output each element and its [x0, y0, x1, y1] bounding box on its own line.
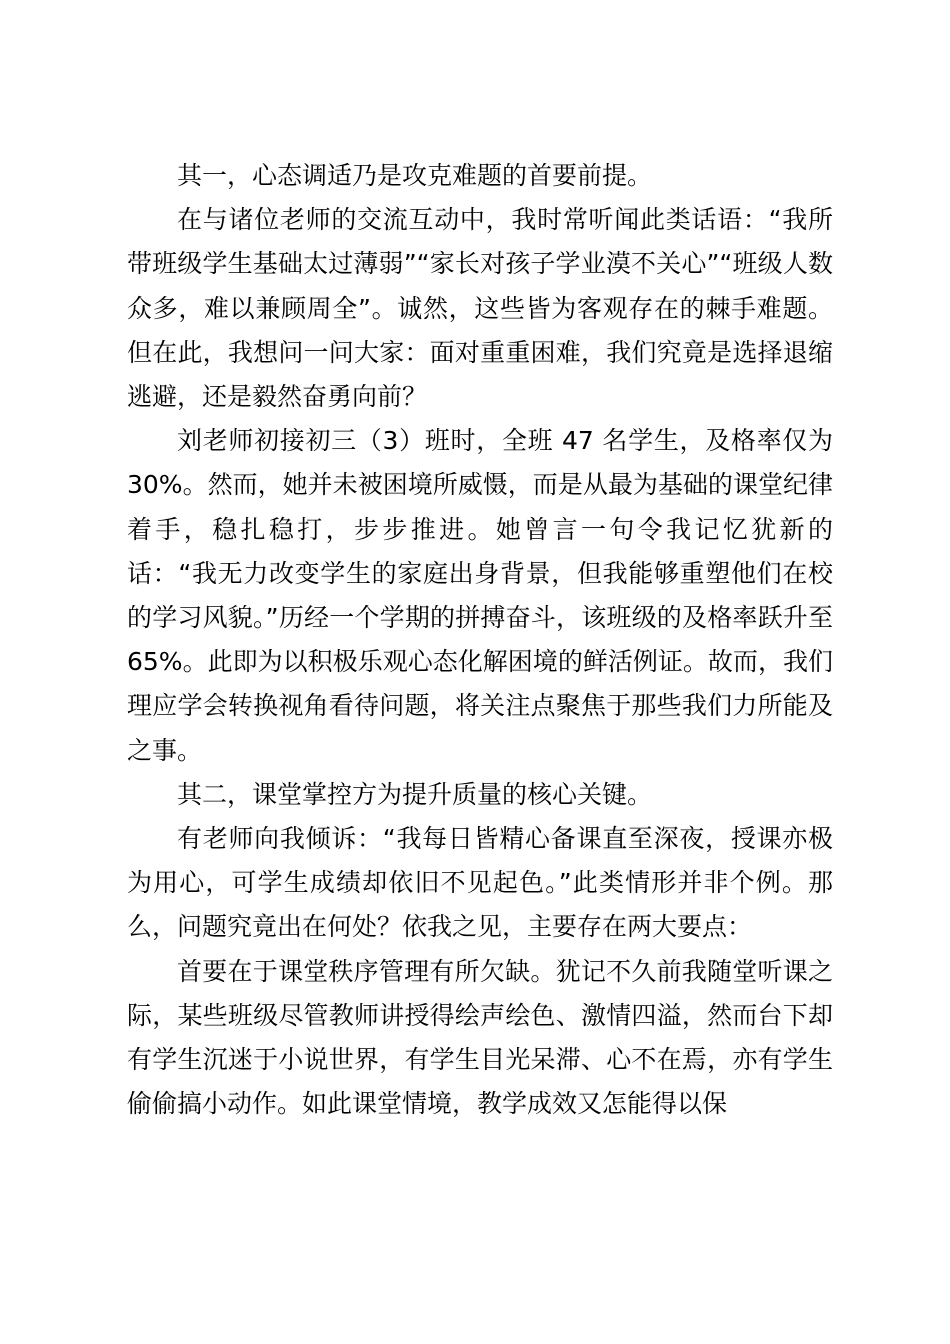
document-body	[127, 154, 833, 1126]
paragraph-4: 其二，课堂掌控方为提升质量的核心关键。	[177, 779, 653, 809]
paragraph-5: 有老师向我倾诉：“我每日皆精心备课直至深夜，授课亦极为用心，可学生成绩却依旧不见起色。”此类情形并非个例。那么，问题究竟出在何处？依我之见，主要存在两大要点：	[127, 824, 833, 942]
paragraph-2: 在与诸位老师的交流互动中，我时常听闻此类话语：“我所带班级学生基础太过薄弱”“家长对孩子学业漠不关心”“班级人数众多，难以兼顾周全”。诚然，这些皆为客观存在的棘手难题。但在此，我想问一问大家：面对重重困难，我们究竟是选择退缩逃避，还是毅然奋勇向前？	[127, 205, 833, 412]
paragraph-6: 首要在于课堂秩序管理有所欠缺。犹记不久前我随堂听课之际，某些班级尽管教师讲授得绘声绘色、激情四溢，然而台下却有学生沉迷于小说世界，有学生目光呆滞、心不在焉，亦有学生偷偷搞小动作。如此课堂情境，教学成效又怎能得以保	[127, 956, 833, 1119]
paragraph-1: 其一，心态调适乃是攻克难题的首要前提。	[177, 161, 653, 190]
paragraph-3: 刘老师初接初三（3）班时，全班 47 名学生，及格率仅为 30%。然而，她并未被困境所威慑，而是从最为基础的课堂纪律着手，稳扎稳打，步步推进。她曾言一句令我记忆犹新的话：“我无力改变学生的家庭出身背景，但我能够重塑他们在校的学习风貌。”历经一个学期的拼搏奋斗，该班级的及格率跃升至 65%。此即为以积极乐观心态化解困境的鲜活例证。故而，我们理应学会转换视角看待问题，将关注点聚焦于那些我们力所能及之事。	[127, 426, 833, 765]
